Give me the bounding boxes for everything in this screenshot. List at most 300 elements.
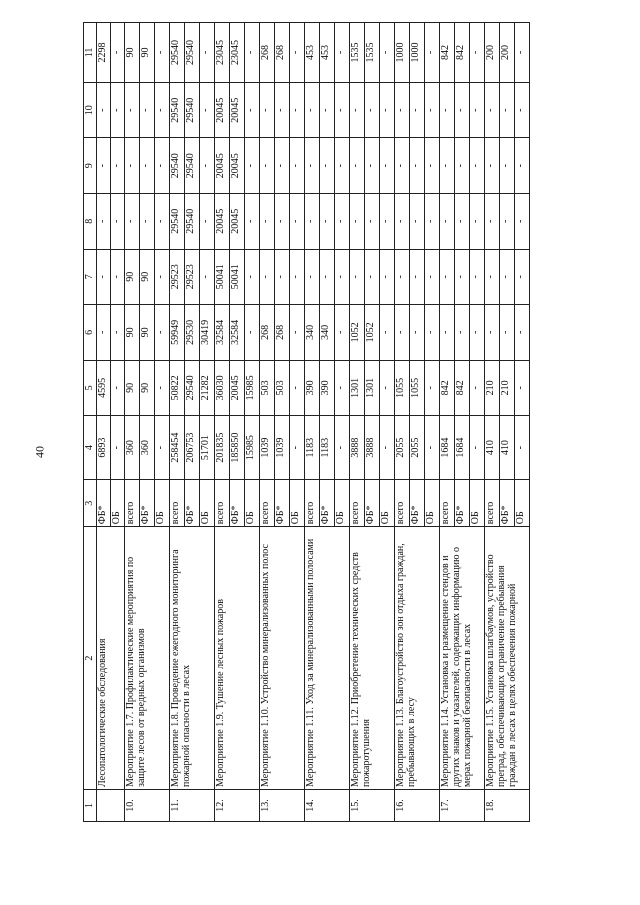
amount-cell: 20045 bbox=[215, 194, 230, 250]
amount-cell: 258454 bbox=[170, 416, 185, 480]
amount-cell: - bbox=[470, 82, 485, 138]
amount-cell: - bbox=[365, 249, 380, 305]
amount-cell: 15985 bbox=[245, 360, 260, 416]
amount-cell: - bbox=[515, 416, 530, 480]
amount-cell: - bbox=[380, 416, 395, 480]
amount-cell: 2055 bbox=[395, 416, 410, 480]
funding-source: всего bbox=[350, 480, 365, 527]
amount-cell: 503 bbox=[260, 360, 275, 416]
amount-cell: - bbox=[425, 360, 440, 416]
funding-source: ФБ* bbox=[410, 480, 425, 527]
amount-cell: - bbox=[410, 194, 425, 250]
amount-cell: - bbox=[440, 305, 455, 361]
amount-cell: 453 bbox=[305, 23, 320, 83]
amount-cell: 20045 bbox=[230, 82, 245, 138]
table-row bbox=[97, 23, 111, 822]
amount-cell: - bbox=[485, 249, 500, 305]
amount-cell: - bbox=[111, 360, 125, 416]
funding-source: всего bbox=[395, 480, 410, 527]
amount-cell: 32584 bbox=[215, 305, 230, 361]
amount-cell: 90 bbox=[125, 23, 140, 83]
amount-cell: 6893 bbox=[97, 416, 111, 480]
amount-cell: - bbox=[320, 138, 335, 194]
amount-cell: 185850 bbox=[230, 416, 245, 480]
funding-source: ФБ* bbox=[97, 480, 111, 527]
funding-source: ФБ* bbox=[365, 480, 380, 527]
funding-source: ОБ bbox=[335, 480, 350, 527]
amount-cell: 268 bbox=[260, 305, 275, 361]
table-row bbox=[350, 23, 365, 822]
amount-cell: - bbox=[470, 194, 485, 250]
amount-cell: - bbox=[425, 138, 440, 194]
measure-name: Мероприятие 1.14. Установка и размещение стендов и других знаков и указателей, содержащих информацию о мерах пожарной безопасности в лесах bbox=[440, 527, 485, 790]
amount-cell: 50822 bbox=[170, 360, 185, 416]
amount-cell: - bbox=[425, 249, 440, 305]
amount-cell: - bbox=[455, 138, 470, 194]
amount-cell: - bbox=[380, 249, 395, 305]
funding-source: всего bbox=[305, 480, 320, 527]
amount-cell: - bbox=[290, 360, 305, 416]
amount-cell: - bbox=[395, 194, 410, 250]
amount-cell: 2055 bbox=[410, 416, 425, 480]
amount-cell: - bbox=[470, 23, 485, 83]
amount-cell: - bbox=[290, 82, 305, 138]
amount-cell: 453 bbox=[320, 23, 335, 83]
amount-cell: - bbox=[335, 305, 350, 361]
row-number: 10. bbox=[125, 789, 170, 821]
amount-cell: 50041 bbox=[230, 249, 245, 305]
amount-cell: - bbox=[485, 305, 500, 361]
funding-source: ОБ bbox=[515, 480, 530, 527]
amount-cell: - bbox=[380, 23, 395, 83]
row-number: 13. bbox=[260, 789, 305, 821]
amount-cell: - bbox=[155, 23, 170, 83]
measure-name: Лесопатологические обследования bbox=[97, 527, 125, 790]
amount-cell: 20045 bbox=[230, 360, 245, 416]
amount-cell: 1055 bbox=[395, 360, 410, 416]
amount-cell: - bbox=[200, 82, 215, 138]
table-row bbox=[215, 23, 230, 822]
funding-source: ФБ* bbox=[500, 480, 515, 527]
amount-cell: - bbox=[290, 138, 305, 194]
amount-cell: 29530 bbox=[185, 305, 200, 361]
amount-cell: - bbox=[305, 82, 320, 138]
amount-cell: 3888 bbox=[350, 416, 365, 480]
amount-cell: 1684 bbox=[440, 416, 455, 480]
amount-cell: 1039 bbox=[260, 416, 275, 480]
amount-cell: 29540 bbox=[170, 82, 185, 138]
amount-cell: 90 bbox=[140, 360, 155, 416]
amount-cell: 1301 bbox=[350, 360, 365, 416]
amount-cell: - bbox=[290, 416, 305, 480]
measure-name: Мероприятие 1.15. Установка шлагбаумов, устройство преград, обеспечивающих ограничение пребывания граждан в лесах в целях обеспечения пожарной bbox=[485, 527, 530, 790]
amount-cell: 1000 bbox=[395, 23, 410, 83]
amount-cell: 59949 bbox=[170, 305, 185, 361]
amount-cell: - bbox=[335, 82, 350, 138]
amount-cell: - bbox=[275, 82, 290, 138]
amount-cell: 32584 bbox=[230, 305, 245, 361]
column-header: 1 bbox=[84, 789, 97, 821]
amount-cell: - bbox=[305, 138, 320, 194]
amount-cell: - bbox=[155, 360, 170, 416]
amount-cell: 90 bbox=[140, 249, 155, 305]
amount-cell: - bbox=[395, 82, 410, 138]
measure-name: Мероприятие 1.12. Приобретение технических средств пожаротушения bbox=[350, 527, 395, 790]
amount-cell: - bbox=[395, 249, 410, 305]
row-number: 15. bbox=[350, 789, 395, 821]
amount-cell: - bbox=[425, 305, 440, 361]
amount-cell: 51701 bbox=[200, 416, 215, 480]
amount-cell: - bbox=[350, 82, 365, 138]
amount-cell: - bbox=[245, 305, 260, 361]
measure-name: Мероприятие 1.9. Тушение лесных пожаров bbox=[215, 527, 260, 790]
amount-cell: 1535 bbox=[365, 23, 380, 83]
amount-cell: - bbox=[275, 249, 290, 305]
amount-cell: - bbox=[245, 138, 260, 194]
amount-cell: - bbox=[260, 82, 275, 138]
amount-cell: 29540 bbox=[170, 194, 185, 250]
amount-cell: - bbox=[111, 305, 125, 361]
budget-table bbox=[83, 22, 530, 822]
amount-cell: - bbox=[515, 23, 530, 83]
measure-name: Мероприятие 1.11. Уход за минерализованными полосами bbox=[305, 527, 350, 790]
amount-cell: - bbox=[111, 249, 125, 305]
amount-cell: - bbox=[335, 194, 350, 250]
amount-cell: - bbox=[500, 305, 515, 361]
funding-source: ОБ bbox=[290, 480, 305, 527]
amount-cell: - bbox=[111, 23, 125, 83]
row-number: 17. bbox=[440, 789, 485, 821]
funding-source: ОБ bbox=[200, 480, 215, 527]
amount-cell: - bbox=[470, 416, 485, 480]
amount-cell: - bbox=[425, 82, 440, 138]
amount-cell: - bbox=[140, 194, 155, 250]
column-header: 5 bbox=[84, 360, 97, 416]
amount-cell: - bbox=[245, 194, 260, 250]
amount-cell: - bbox=[140, 138, 155, 194]
amount-cell: - bbox=[485, 82, 500, 138]
amount-cell: 340 bbox=[305, 305, 320, 361]
table-row bbox=[440, 23, 455, 822]
amount-cell: - bbox=[97, 82, 111, 138]
amount-cell: - bbox=[470, 138, 485, 194]
measure-name: Мероприятие 1.13. Благоустройство зон отдыха граждан, пребывающих в лесу bbox=[395, 527, 440, 790]
amount-cell: 29540 bbox=[185, 194, 200, 250]
amount-cell: - bbox=[335, 23, 350, 83]
amount-cell: 29540 bbox=[185, 360, 200, 416]
funding-source: ФБ* bbox=[455, 480, 470, 527]
amount-cell: - bbox=[350, 194, 365, 250]
amount-cell: - bbox=[515, 138, 530, 194]
amount-cell: 1183 bbox=[305, 416, 320, 480]
amount-cell: - bbox=[290, 249, 305, 305]
row-number: 18. bbox=[485, 789, 530, 821]
amount-cell: - bbox=[111, 138, 125, 194]
amount-cell: - bbox=[515, 305, 530, 361]
amount-cell: - bbox=[350, 138, 365, 194]
measure-name: Мероприятие 1.10. Устройство минерализованных полос bbox=[260, 527, 305, 790]
amount-cell: 201835 bbox=[215, 416, 230, 480]
funding-source: ОБ bbox=[155, 480, 170, 527]
table-row bbox=[260, 23, 275, 822]
amount-cell: 29540 bbox=[170, 138, 185, 194]
amount-cell: - bbox=[111, 82, 125, 138]
amount-cell: 1052 bbox=[365, 305, 380, 361]
amount-cell: 29540 bbox=[170, 23, 185, 83]
amount-cell: - bbox=[335, 360, 350, 416]
amount-cell: 90 bbox=[140, 305, 155, 361]
amount-cell: 1183 bbox=[320, 416, 335, 480]
amount-cell: - bbox=[485, 138, 500, 194]
amount-cell: - bbox=[245, 23, 260, 83]
amount-cell: - bbox=[140, 82, 155, 138]
amount-cell: 20045 bbox=[230, 194, 245, 250]
funding-source: ОБ bbox=[425, 480, 440, 527]
amount-cell: 20045 bbox=[215, 138, 230, 194]
amount-cell: 4595 bbox=[97, 360, 111, 416]
amount-cell: 842 bbox=[455, 360, 470, 416]
amount-cell: - bbox=[200, 249, 215, 305]
column-header: 6 bbox=[84, 305, 97, 361]
amount-cell: 360 bbox=[125, 416, 140, 480]
amount-cell: 206753 bbox=[185, 416, 200, 480]
amount-cell: - bbox=[380, 360, 395, 416]
amount-cell: 29540 bbox=[185, 138, 200, 194]
amount-cell: - bbox=[425, 23, 440, 83]
amount-cell: - bbox=[245, 249, 260, 305]
amount-cell: 2298 bbox=[97, 23, 111, 83]
amount-cell: - bbox=[410, 305, 425, 361]
amount-cell: - bbox=[380, 194, 395, 250]
funding-source: ФБ* bbox=[320, 480, 335, 527]
measure-name: Мероприятие 1.7. Профилактические мероприятия по защите лесов от вредных организмов bbox=[125, 527, 170, 790]
amount-cell: 1301 bbox=[365, 360, 380, 416]
funding-source: ОБ bbox=[245, 480, 260, 527]
measure-name: Мероприятие 1.8. Проведение ежегодного мониторинга пожарной опасности в лесах bbox=[170, 527, 215, 790]
column-header: 2 bbox=[84, 527, 97, 790]
funding-source: всего bbox=[215, 480, 230, 527]
amount-cell: - bbox=[275, 194, 290, 250]
row-number: 12. bbox=[215, 789, 260, 821]
amount-cell: 1000 bbox=[410, 23, 425, 83]
column-header: 8 bbox=[84, 194, 97, 250]
amount-cell: - bbox=[485, 194, 500, 250]
amount-cell: 410 bbox=[485, 416, 500, 480]
amount-cell: - bbox=[410, 249, 425, 305]
amount-cell: - bbox=[455, 194, 470, 250]
amount-cell: - bbox=[200, 138, 215, 194]
amount-cell: - bbox=[515, 249, 530, 305]
amount-cell: - bbox=[260, 194, 275, 250]
amount-cell: - bbox=[335, 138, 350, 194]
budget-table-rotated bbox=[83, 22, 613, 822]
amount-cell: 360 bbox=[140, 416, 155, 480]
amount-cell: - bbox=[290, 23, 305, 83]
amount-cell: - bbox=[200, 23, 215, 83]
amount-cell: - bbox=[155, 416, 170, 480]
amount-cell: - bbox=[500, 249, 515, 305]
amount-cell: - bbox=[97, 305, 111, 361]
amount-cell: - bbox=[440, 138, 455, 194]
amount-cell: 29523 bbox=[185, 249, 200, 305]
amount-cell: 20045 bbox=[215, 82, 230, 138]
amount-cell: - bbox=[395, 305, 410, 361]
amount-cell: 268 bbox=[260, 23, 275, 83]
row-number: 14. bbox=[305, 789, 350, 821]
amount-cell: - bbox=[125, 138, 140, 194]
amount-cell: - bbox=[395, 138, 410, 194]
table-row bbox=[485, 23, 500, 822]
amount-cell: 3888 bbox=[365, 416, 380, 480]
table-row bbox=[305, 23, 320, 822]
amount-cell: - bbox=[335, 249, 350, 305]
amount-cell: 1055 bbox=[410, 360, 425, 416]
funding-source: ФБ* bbox=[185, 480, 200, 527]
amount-cell: - bbox=[290, 305, 305, 361]
amount-cell: 23045 bbox=[230, 23, 245, 83]
amount-cell: - bbox=[320, 194, 335, 250]
amount-cell: 268 bbox=[275, 305, 290, 361]
amount-cell: - bbox=[320, 249, 335, 305]
header-row bbox=[84, 23, 97, 822]
amount-cell: - bbox=[97, 138, 111, 194]
column-header: 11 bbox=[84, 23, 97, 83]
amount-cell: - bbox=[290, 194, 305, 250]
amount-cell: - bbox=[410, 82, 425, 138]
table-row bbox=[395, 23, 410, 822]
row-number: 16. bbox=[395, 789, 440, 821]
amount-cell: - bbox=[380, 138, 395, 194]
amount-cell: 842 bbox=[440, 360, 455, 416]
amount-cell: - bbox=[305, 194, 320, 250]
column-header: 10 bbox=[84, 82, 97, 138]
amount-cell: - bbox=[455, 82, 470, 138]
amount-cell: 29523 bbox=[170, 249, 185, 305]
amount-cell: 29540 bbox=[185, 23, 200, 83]
funding-source: ФБ* bbox=[230, 480, 245, 527]
amount-cell: 200 bbox=[485, 23, 500, 83]
amount-cell: - bbox=[470, 305, 485, 361]
column-header: 3 bbox=[84, 480, 97, 527]
amount-cell: - bbox=[97, 249, 111, 305]
funding-source: ОБ bbox=[380, 480, 395, 527]
amount-cell: - bbox=[455, 249, 470, 305]
amount-cell: - bbox=[470, 249, 485, 305]
funding-source: ОБ bbox=[470, 480, 485, 527]
amount-cell: 90 bbox=[125, 305, 140, 361]
amount-cell: - bbox=[410, 138, 425, 194]
table-body bbox=[97, 23, 530, 822]
amount-cell: 390 bbox=[305, 360, 320, 416]
amount-cell: - bbox=[320, 82, 335, 138]
amount-cell: - bbox=[455, 305, 470, 361]
amount-cell: 410 bbox=[500, 416, 515, 480]
amount-cell: - bbox=[365, 194, 380, 250]
amount-cell: 842 bbox=[455, 23, 470, 83]
amount-cell: - bbox=[380, 305, 395, 361]
table-row bbox=[125, 23, 140, 822]
amount-cell: - bbox=[365, 82, 380, 138]
amount-cell: 210 bbox=[500, 360, 515, 416]
funding-source: ФБ* bbox=[140, 480, 155, 527]
amount-cell: - bbox=[440, 194, 455, 250]
amount-cell: 210 bbox=[485, 360, 500, 416]
amount-cell: - bbox=[155, 249, 170, 305]
funding-source: ФБ* bbox=[275, 480, 290, 527]
amount-cell: - bbox=[155, 138, 170, 194]
amount-cell: - bbox=[515, 82, 530, 138]
amount-cell: - bbox=[305, 249, 320, 305]
amount-cell: - bbox=[350, 249, 365, 305]
amount-cell: - bbox=[245, 82, 260, 138]
amount-cell: 390 bbox=[320, 360, 335, 416]
amount-cell: - bbox=[440, 249, 455, 305]
amount-cell: 200 bbox=[500, 23, 515, 83]
amount-cell: 36030 bbox=[215, 360, 230, 416]
amount-cell: - bbox=[260, 249, 275, 305]
amount-cell: 15985 bbox=[245, 416, 260, 480]
amount-cell: 50041 bbox=[215, 249, 230, 305]
row-number: 11. bbox=[170, 789, 215, 821]
amount-cell: - bbox=[155, 194, 170, 250]
amount-cell: - bbox=[380, 82, 395, 138]
column-header: 9 bbox=[84, 138, 97, 194]
amount-cell: - bbox=[440, 82, 455, 138]
table-row bbox=[170, 23, 185, 822]
amount-cell: - bbox=[125, 194, 140, 250]
amount-cell: - bbox=[365, 138, 380, 194]
funding-source: ОБ bbox=[111, 480, 125, 527]
amount-cell: 21282 bbox=[200, 360, 215, 416]
page-number: 40 bbox=[32, 446, 47, 458]
amount-cell: 90 bbox=[140, 23, 155, 83]
amount-cell: - bbox=[470, 360, 485, 416]
amount-cell: 20045 bbox=[230, 138, 245, 194]
amount-cell: 1684 bbox=[455, 416, 470, 480]
funding-source: всего bbox=[170, 480, 185, 527]
row-number bbox=[97, 789, 125, 821]
amount-cell: - bbox=[155, 82, 170, 138]
amount-cell: - bbox=[260, 138, 275, 194]
amount-cell: 340 bbox=[320, 305, 335, 361]
amount-cell: 23045 bbox=[215, 23, 230, 83]
amount-cell: - bbox=[425, 416, 440, 480]
amount-cell: 90 bbox=[125, 360, 140, 416]
amount-cell: 90 bbox=[125, 249, 140, 305]
amount-cell: 1535 bbox=[350, 23, 365, 83]
funding-source: всего bbox=[485, 480, 500, 527]
amount-cell: - bbox=[200, 194, 215, 250]
amount-cell: - bbox=[155, 305, 170, 361]
amount-cell: 30419 bbox=[200, 305, 215, 361]
funding-source: всего bbox=[260, 480, 275, 527]
amount-cell: - bbox=[111, 194, 125, 250]
amount-cell: 268 bbox=[275, 23, 290, 83]
amount-cell: - bbox=[500, 194, 515, 250]
amount-cell: - bbox=[111, 416, 125, 480]
amount-cell: - bbox=[515, 194, 530, 250]
amount-cell: 842 bbox=[440, 23, 455, 83]
amount-cell: - bbox=[515, 360, 530, 416]
amount-cell: - bbox=[500, 82, 515, 138]
amount-cell: - bbox=[125, 82, 140, 138]
amount-cell: 1039 bbox=[275, 416, 290, 480]
column-header: 7 bbox=[84, 249, 97, 305]
amount-cell: - bbox=[500, 138, 515, 194]
funding-source: всего bbox=[440, 480, 455, 527]
amount-cell: 1052 bbox=[350, 305, 365, 361]
amount-cell: - bbox=[335, 416, 350, 480]
